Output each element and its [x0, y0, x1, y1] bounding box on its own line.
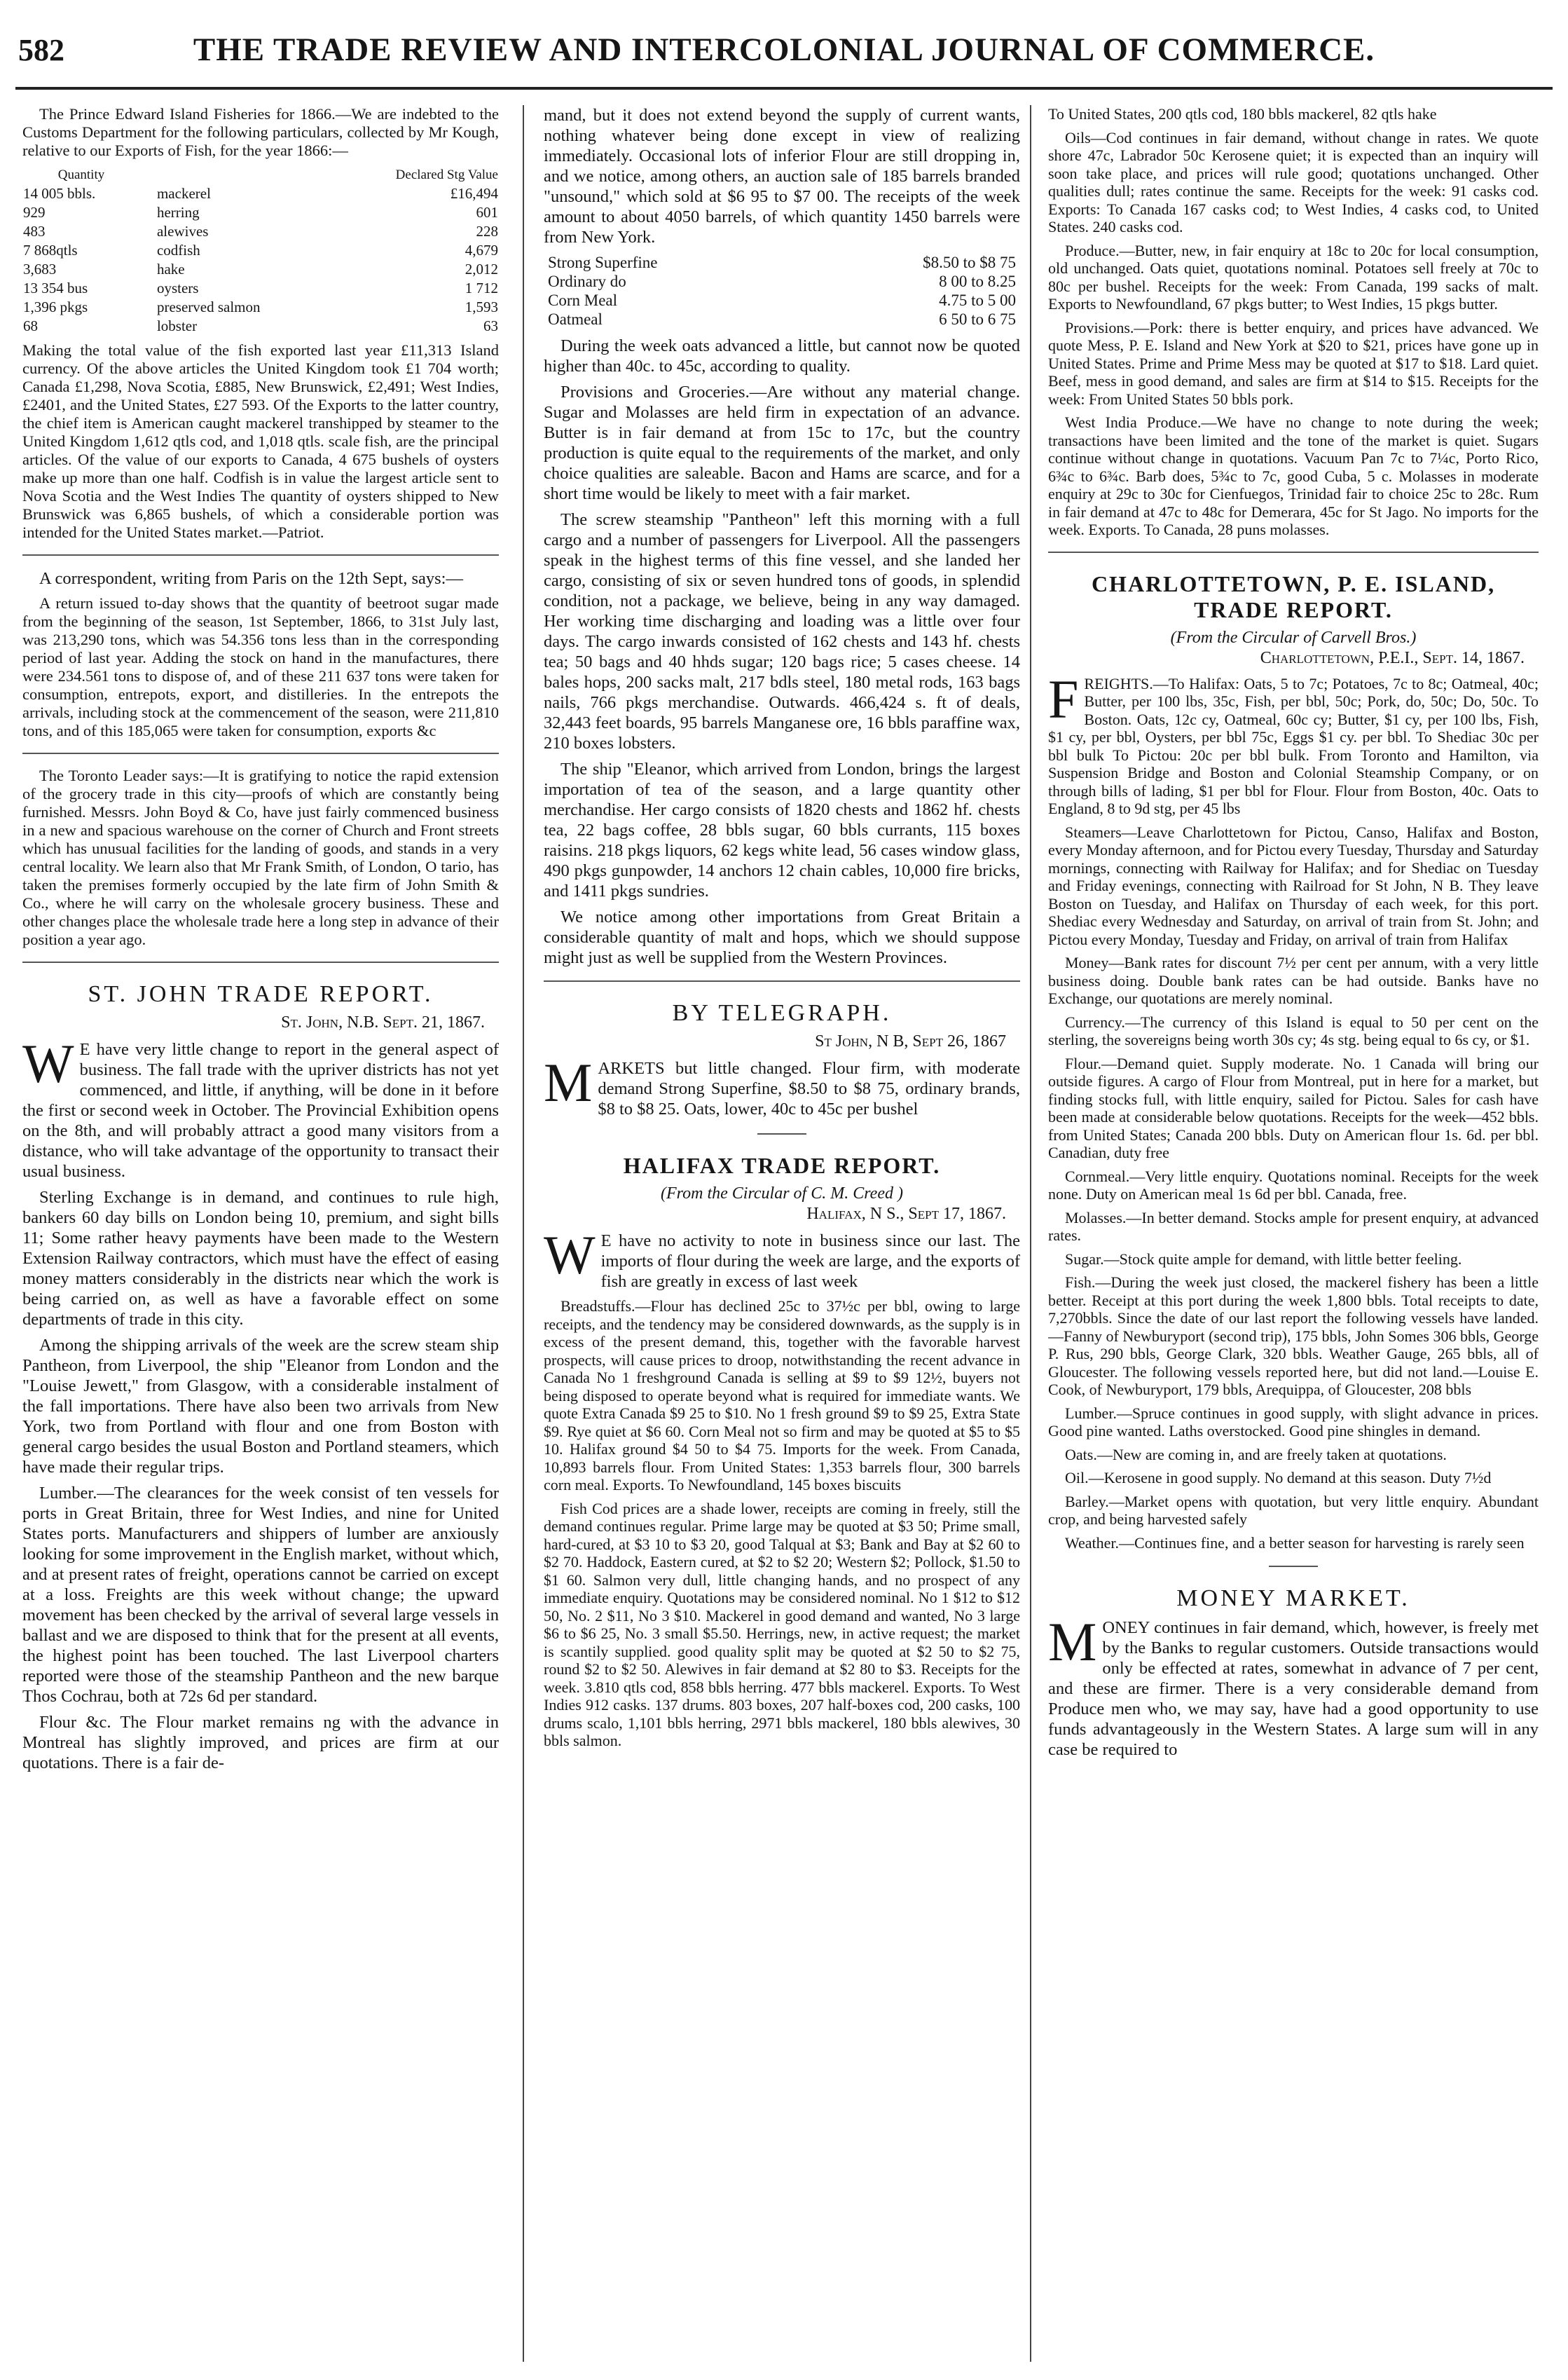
table-cell: 601	[476, 204, 498, 221]
article-divider	[22, 753, 499, 754]
article-divider	[757, 1133, 806, 1135]
halifax-paragraph	[544, 1224, 1020, 1292]
table-header	[140, 165, 333, 184]
table-cell: 4,679	[465, 242, 498, 259]
table-cell: $8.50 to $8 75	[923, 254, 1016, 271]
table-cell: 2,012	[465, 261, 498, 278]
column-2	[544, 105, 1020, 2362]
money-market-paragraph	[1048, 1611, 1539, 1760]
west-india-paragraph: West India Produce.—We have no change to note during the week; transactions have been limited and the tone of the market is quiet. Sugars continue without change in quotations. Vacuum Pan 7c to 7¼c, Porto Rico, 6¾c to 6¾c. Barb does, 5¾c to 7c, good Cuba, 5 c. Molasses in moderate enquiry at 29c to 30c for Cienfuegos, Trinidad fair to choice 25c to 28c. Rum in fair demand at 47c to 48c for Demerara, 45c for St Jago. No imports for the week. Exports. To Canada, 28 puns molasses.	[1048, 413, 1539, 538]
barley-paragraph: Barley.—Market opens with quotation, but very little enquiry. Abundant crop, and being harvested safely	[1048, 1492, 1539, 1528]
st-john-paragraph: Lumber.—The clearances for the week consist of ten vessels for ports in Great Britain, three for West Indies, and nine for United States ports. Manufacturers and shippers of lumber are anxiously looking for some improvement in the English market, without which, and at present rates of freight, operations cannot be carried on except at a loss. Freights are this week without change; the upward movement has been checked by the arrival of several large vessels in ballast and we are disposed to think that for the present at all events, the highest point has been touched. The last Liverpool charters reported were those of the steamship Pantheon and the new barque Thos Cochrau, both at 72s 6d per standard.	[22, 1484, 499, 1706]
table-row	[22, 203, 499, 222]
table-row	[22, 317, 499, 336]
table-cell: Strong Superfine	[548, 254, 658, 271]
table-row	[22, 184, 499, 203]
table-row	[22, 260, 499, 279]
journal-title: THE TRADE REVIEW AND INTERCOLONIAL JOURNAL OF COMMERCE.	[193, 32, 1375, 68]
halifax-paragraph: To United States, 200 qtls cod, 180 bbls mackerel, 82 qtls hake	[1048, 105, 1437, 123]
toronto-note: The Toronto Leader says:—It is gratifying to notice the rapid extension of the grocery trade in this city—proofs of which are constantly being furnished. Messrs. John Boyd & Co, have just fairly commenced business in a new and spacious warehouse on the corner of Church and Front streets which has unusual facilities for the landing of goods, and stands in a very central locality. We learn also that Mr Frank Smith, of London, O tario, has taken the premises formerly occupied by the late firm of John Smith & Co., where he will carry on the wholesale grocery business. These and other changes place the wholesale trade here a long step in advance of their position a year ago.	[22, 767, 499, 948]
halifax-caption: (From the Circular of C. M. Creed )	[661, 1184, 903, 1203]
article-divider	[22, 962, 499, 963]
table-cell: 4.75 to 5 00	[939, 292, 1016, 309]
charlottetown-caption: (From the Circular of Carvell Bros.)	[1170, 628, 1417, 647]
table-header-row	[22, 165, 499, 184]
st-john-dateline: St. John, N.B. Sept. 21, 1867.	[281, 1013, 485, 1032]
charlottetown-title: CHARLOTTETOWN, P. E. ISLAND, TRADE REPORT.	[1091, 570, 1496, 622]
halifax-paragraph: Breadstuffs.—Flour has declined 25c to 37½c per bbl, owing to large receipts, and the tendency may be considered downwards, as the supply is in excess of the present demand, this, together with the favorable harvest prospects, will cause prices to droop, notwithstanding the recent advance in Canada No 1 freshground Canada is selling at $9 to $9 12½, buyers not being disposed to operate beyond what is required for immediate wants. We quote Extra Canada $9 25 to $10. No 1 fresh ground $9 to $9 25, Extra State $9. Rye quiet at $6 60. Corn Meal not so firm and may be quoted at $5 to $5 10. Halifax ground $4 50 to $4 75. Imports for the week. From Canada, 10,893 barrels flour. From United States: 1,353 barrels flour, 300 barrels corn meal. Exports. To Newfoundland, 145 boxes biscuits	[544, 1297, 1020, 1493]
table-row	[22, 222, 499, 241]
fish-exports-table	[22, 165, 499, 336]
article-divider	[1269, 1566, 1318, 1567]
table-cell: herring	[156, 204, 200, 221]
paragraph-text: E have no activity to note in business since our last. The imports of flour during the week are large, and the exports of fish are greatly in excess of last week	[600, 1231, 1020, 1291]
oil-paragraph: Oil.—Kerosene in good supply. No demand at this season. Duty 7½d	[1065, 1469, 1492, 1486]
steamers-paragraph: Steamers—Leave Charlottetown for Pictou, Canso, Halifax and Boston, every Monday afternoon, and for Pictou every Tuesday, Thursday and Saturday mornings, connecting with Railway for Halifax; and for Shediac on Tuesday and Friday evenings, connecting with Railroad for St John, N B. They leave Boston on Tuesday, and Halifax on Thursday of each week, for this port. Shediac every Wednesday and Saturday, on arrival of train from St. John; and Pictou every Monday, Tuesday and Friday, on arrival of train from Halifax	[1048, 823, 1539, 948]
table-cell: 8 00 to 8.25	[939, 273, 1016, 290]
column-divider	[1030, 105, 1031, 2362]
article-divider	[544, 980, 1020, 982]
table-row	[22, 241, 499, 260]
column-1	[22, 105, 499, 2362]
st-john-title: ST. JOHN TRADE REPORT.	[88, 981, 434, 1007]
pantheon-note: The screw steamship "Pantheon" left this morning with a full cargo and a number of passengers for Liverpool. All the passengers speak in the highest terms of this fine vessel, and she landed her cargo, consisting of six or seven hundred tons of goods, in splendid condition, not a package, we believe, being in any way damaged. Her working time discharging and loading was a little over four days. The cargo inwards consisted of 162 chests and 143 hf. chests tea; 50 bags and 40 hhds sugar; 120 bags rice; 5 cases cheese. 14 bales hops, 200 sacks malt, 217 bdls steel, 180 metal rods, 163 bags nails, 766 pkgs merchandise. Outwards. 466,424 s. ft of deals, 32,443 feet boards, 95 barrels Manganese ore, 16 bbls paraffine wax, 210 boxes lobsters.	[544, 510, 1020, 753]
table-row	[22, 279, 499, 298]
table-row	[544, 272, 1020, 291]
halifax-dateline: Halifax, N S., Sept 17, 1867.	[806, 1205, 1006, 1223]
lumber-paragraph: Lumber.—Spruce continues in good supply, with slight advance in prices. Good pine wanted. Laths overstocked. Good pine shingles in demand.	[1048, 1404, 1539, 1439]
article-divider	[1048, 552, 1539, 553]
column-divider	[523, 105, 524, 2362]
halifax-continued	[1048, 105, 1539, 539]
drop-cap: M	[544, 1052, 593, 1113]
table-header: Quantity	[57, 167, 105, 182]
charlottetown-dateline: Charlottetown, P.E.I., Sept. 14, 1867.	[1260, 648, 1525, 667]
oils-paragraph: Oils—Cod continues in fair demand, without change in rates. We quote shore 47c, Labrador 50c Kerosene quiet; it is expected than an inquiry will soon take place, and prices will rule good; quotations unchanged. Other qualities dull; rates continue the same. Receipts for the week: 91 casks cod. Exports: To Canada 167 casks cod; to West Indies, 4 casks cod, to United States. 240 casks cod.	[1048, 128, 1539, 235]
page-number: 582	[18, 33, 64, 67]
drop-cap: W	[544, 1224, 596, 1285]
table-header: Declared Stg Value	[395, 167, 498, 182]
drop-cap: F	[1048, 668, 1079, 730]
table-cell: oysters	[156, 280, 199, 296]
pei-fisheries-article	[22, 105, 499, 542]
table-cell: Oatmeal	[548, 310, 603, 328]
table-cell: £16,494	[450, 185, 498, 202]
sugar-paragraph: Sugar.—Stock quite ample for demand, with little better feeling.	[1065, 1250, 1462, 1268]
fisheries-closing: Making the total value of the fish exported last year £11,313 Island currency. Of the above articles the United Kingdom took £1 704 worth; Canada £1,298, Nova Scotia, £885, New Brunswick, £2,491; West Indies, £2401, and the United States, £27 593. Of the Exports to the latter country, the chief item is American caught mackerel transhipped by steamer to the United Kingdom 1,612 qtls cod, and 1,018 qtls. scale fish, are the principal articles. Of the value of our exports to Canada, 4 675 bushels of oysters make up more than one half. Codfish is in value the largest article sent to Nova Scotia and the West Indies The quantity of oysters shipped to New Brunswick was 6,865 bushels, of which a considerable portion was intended for the United States market.—Patriot.	[22, 341, 499, 541]
table-cell: hake	[156, 261, 185, 278]
oats-note: During the week oats advanced a little, but cannot now be quoted higher than 40c. to 45c, according to quality.	[544, 336, 1020, 376]
drop-cap: M	[1048, 1611, 1097, 1672]
table-row	[544, 253, 1020, 272]
page-header	[18, 31, 1550, 77]
telegraph-paragraph	[544, 1052, 1020, 1119]
charlottetown-body	[1048, 668, 1539, 1552]
st-john-paragraph: Flour &c. The Flour market remains ng with the advance in Montreal has slightly improved, and prices are firm at our quotations. There is a fair de-	[22, 1713, 499, 1772]
table-cell: codfish	[156, 242, 200, 259]
flour-paragraph: Flour.—Demand quiet. Supply moderate. No. 1 Canada will bring our outside figures. A cargo of Flour from Montreal, put in here for a market, but finding stocks full, with little enquiry, sailed for Pictou. Sales for cash have been made at considerable below quotations. Receipts for the week—452 bbls. from United States; Canada 200 bbls. Duty on American flour 1s. 6d. per bbl. Canadian, duty free	[1048, 1054, 1539, 1161]
cornmeal-paragraph: Cornmeal.—Very little enquiry. Quotations nominal. Receipts for the week none. Duty on American meal 1s 6d per bbl. Canada, free.	[1048, 1167, 1539, 1203]
table-cell: 6 50 to 6 75	[939, 310, 1016, 328]
fisheries-intro: The Prince Edward Island Fisheries for 1866.—We are indebted to the Customs Department for the following particulars, collected by Mr Kough, relative to our Exports of Fish, for the year 1866:—	[22, 105, 499, 159]
st-john-paragraph: Among the shipping arrivals of the week are the screw steam ship Pantheon, from Liverpool, the ship "Eleanor from London and the "Louise Jewett," from Glasgow, with a considerable instalment of the fall importations. There have also been two arrivals from New York, two from Portland with flour and one from Boston with general cargo besides the usual Boston and Portland steamers, which have made their regular trips.	[22, 1336, 499, 1477]
produce-paragraph: Produce.—Butter, new, in fair enquiry at 18c to 20c for local consumption, old unchanged. Oats quiet, quotations nominal. Potatoes sell freely at 70c to 80c per bushel. Receipts for the week: From Canada, 199 sacks of malt. Exports to Newfoundland, 67 pkgs butter; to West Indies, 15 pkgs butter.	[1048, 241, 1539, 313]
table-cell: 3,683	[23, 261, 57, 278]
malt-note: We notice among other importations from Great Britain a considerable quantity of malt and hops, which we should suppose might just as well be supplied from the Western Provinces.	[544, 908, 1020, 967]
table-cell: 1,593	[465, 299, 498, 315]
telegraph-title: BY TELEGRAPH.	[672, 1000, 892, 1026]
provisions-paragraph: Provisions.—Pork: there is better enquiry, and prices have advanced. We quote Mess, P. E. Island and New York at $20 to $21, prices have gone up in United States. Prime and Prime Mess may be quoted at $17 to $18. Lard quiet. Beef, mess in good demand, and sales are firm at $14 to $15. Receipts for the week: From United States 50 bbls pork.	[1048, 318, 1539, 408]
flour-continued: mand, but it does not extend beyond the supply of current wants, nothing whatever being done except in view of realizing immediately. Occasional lots of inferior Flour are still dropping in, and we notice, among others, an auction sale of 185 barrels branded "unsound," which sold at $6 95 to $7 00. The receipts of the week amount to about 4050 barrels, of which quantity 1450 barrels were from New York.	[544, 106, 1020, 247]
freights-paragraph	[1048, 668, 1539, 818]
table-cell: 483	[23, 223, 46, 240]
telegraph-dateline: St John, N B, Sept 26, 1867	[815, 1032, 1006, 1051]
article-divider	[22, 554, 499, 556]
table-cell: 63	[483, 317, 498, 334]
table-row	[544, 291, 1020, 310]
table-row	[544, 310, 1020, 329]
paris-sugar-article	[22, 594, 499, 740]
drop-cap: W	[22, 1033, 74, 1094]
table-cell: lobster	[156, 317, 198, 334]
paragraph-text: E have very little change to report in the general aspect of business. The fall trade with the upriver districts has not yet commenced, and little, if anything, will be done in it before the first or second week in October. The Provincial Exhibition opens on the 8th, and will probably attract a good many visitors from a distance, who will take advantage of the opportunity to transact their usual business.	[22, 1040, 499, 1181]
money-paragraph: Money—Bank rates for discount 7½ per cent per annum, with a very little business doing. Double bank rates can be had outside. Banks have no Exchange, our quotations are merely nominal.	[1048, 954, 1539, 1007]
table-cell: 14 005 bbls.	[23, 185, 96, 202]
table-cell: alewives	[156, 223, 209, 240]
halifax-paragraph: Fish Cod prices are a shade lower, receipts are coming in freely, still the demand continues regular. Prime large may be quoted at $3 50; Prime small, hard-cured, at $3 10 to $3 20, good Talqual at $3; Bank and Bay at $2 60 to $2 70. Haddock, Eastern cured, at $2 to $2 20; Western $2; Pollock, $1.50 to $1 60. Salmon very dull, little changing hands, and no prospect of any immediate enquiry. Quotations may be considered nominal. No 1 $12 to $12 50, No. 2 $11, No 3 $10. Mackerel in good demand and wanted, No 3 large $6 to $6 25, No. 3 small $5.50. Herrings, new, in active request; the market is scantily supplied. good quality split may be quoted at $2 50 to $2 75, round $2 to $2 50. Alewives in fair demand at $2 80 to $3. Receipts for the week. 3.810 qtls cod, 858 bbls herring. 477 bbls mackerel. Exports. To West Indies 912 casks. 137 drums. 803 boxes, 207 half-boxes cod, 200 casks, 100 drums scalo, 1,101 bbls herring, 2971 bbls mackerel, 180 bbls alewives, 30 bbls salmon.	[544, 1499, 1020, 1749]
table-row	[22, 298, 499, 317]
halifax-body	[544, 1297, 1020, 1750]
flour-price-table	[544, 253, 1020, 329]
table-cell: 1,396 pkgs	[23, 299, 88, 315]
paris-sugar-body: A return issued to-day shows that the quantity of beetroot sugar made from the beginning of the season, 1st September, 1866, to 31st July last, was 213,290 tons, which was 54.356 tons less than in the corresponding period of last year. Adding the stock on hand in the manufactures, there were 234.561 tons to dispose of, and of these 211 637 tons were taken for consumption, entrepots, export, and distilleries. In the entrepots the arrivals, including stock at the commencement of the season, were 211,810 tons, and of this 185,065 were taken for consumption, exports &c	[22, 594, 499, 739]
paragraph-text: ONEY continues in fair demand, which, however, is freely met by the Banks to regular customers. Outside transactions would only be effected at rates, somewhat in advance of 7 per cent, and these are firmer. There is a very considerable demand from Produce men who, we may say, have had a good opportunity to use funds advantageously in the Western States. A large sum will in any case be required to	[1048, 1618, 1539, 1759]
paragraph-text: REIGHTS.—To Halifax: Oats, 5 to 7c; Potatoes, 7c to 8c; Oatmeal, 40c; Butter, per 100 lbs, 35c, Fish, per bbl, 50c; Pork, do, 50c; Do, 50c. To Boston. Oats, 12c cy, Oatmeal, 60c cy; Butter, $1 cy, per 100 lbs, Fish, $1 cy, per bbl, Oysters, per bbl 75c, Eggs $1 cy. per bbl. To Shediac 30c per bbl bulk To Pictou: 20c per bbl bulk. From Toronto and Hamilton, via Suspension Bridge and Boston and Colonial Steamship Company, or on through bills of lading, $1 per bbl for Flour. Flour from Boston, 40c. Oats to England, 8 to 9d stg, per 45 lbs	[1048, 674, 1539, 817]
column-3	[1048, 105, 1539, 2362]
toronto-article	[22, 767, 499, 949]
provisions-note: Provisions and Groceries.—Are without any material change. Sugar and Molasses are held firm in expectation of an advance. Butter is in fair demand at from 15c to 17c, but the country production is quite equal to the requirements of the market, and only choice qualities are saleable. Bacon and Hams are scarce, and for a short time would be likely to meet with a fair market.	[544, 383, 1020, 503]
paris-intro: A correspondent, writing from Paris on the 12th Sept, says:—	[39, 569, 463, 588]
st-john-paragraph: Sterling Exchange is in demand, and continues to rule high, bankers 60 day bills on London being 10, premium, and sight bills 11; Some rather heavy payments have been made to the Western Extension Railway contractors, which must have the effect of easing money matters considerably in the districts near which the work is being carried on, as well as have a favorable effect on some departments of trade in this city.	[22, 1188, 499, 1329]
st-john-paragraph	[22, 1033, 499, 1182]
table-cell: preserved salmon	[156, 299, 261, 315]
table-cell: Corn Meal	[548, 292, 618, 309]
table-cell: Ordinary do	[548, 273, 626, 290]
table-cell: 7 868qtls	[23, 242, 78, 259]
oats-paragraph: Oats.—New are coming in, and are freely taken at quotations.	[1065, 1445, 1447, 1463]
table-cell: 228	[476, 223, 498, 240]
halifax-title: HALIFAX TRADE REPORT.	[623, 1153, 941, 1178]
table-cell: 1 712	[465, 280, 498, 296]
currency-paragraph: Currency.—The currency of this Island is equal to 50 per cent on the sterling, the sovereigns being worth 30s cy; 4s stg. being equal to 6s cy, or $1.	[1048, 1013, 1539, 1048]
paragraph-text: ARKETS but little changed. Flour firm, with moderate demand Strong Superfine, $8.50 to $8 75, ordinary brands, $8 to $8 25. Oats, lower, 40c to 45c per bushel	[598, 1059, 1020, 1119]
table-cell: 68	[23, 317, 38, 334]
table-cell: 929	[23, 204, 46, 221]
table-cell: 13 354 bus	[23, 280, 88, 296]
eleanor-note: The ship "Eleanor, which arrived from London, brings the largest importation of tea of the season, and a large quantity other merchandise. Her cargo consists of 1820 chests and 1862 hf. chests tea, 22 bags coffee, 28 bbls sugar, 60 bbls currants, 115 boxes raisins. 218 pkgs liquors, 62 kegs white lead, 56 cases window glass, 490 pkgs gunpowder, 14 anchors 12 chain cables, 10,000 fire bricks, and 1411 pkgs sundries.	[544, 760, 1020, 901]
header-rule	[15, 87, 1553, 90]
table-cell: mackerel	[156, 185, 211, 202]
money-market-title: MONEY MARKET.	[1176, 1585, 1410, 1611]
fish-paragraph: Fish.—During the week just closed, the mackerel fishery has been a little better. Receipt at this port during the week 1,800 bbls. Total receipts to date, 7,270bbls. Since the date of our last report the following vessels have landed.—Fanny of Newburyport (second trip), 175 bbls, John Somes 306 bbls, George P. Rus, 290 bbls, George Clark, 320 bbls. Weather Gauge, 265 bbls, all of Gloucester. The following vessels reported here, but did not land.—Louise E. Cook, of Newburyport, 179 bbls, Arequippa, of Gloucester, 208 bbls	[1048, 1273, 1539, 1398]
weather-paragraph: Weather.—Continues fine, and a better season for harvesting is rarely seen	[1065, 1533, 1525, 1552]
molasses-paragraph: Molasses.—In better demand. Stocks ample for present enquiry, at advanced rates.	[1048, 1208, 1539, 1244]
